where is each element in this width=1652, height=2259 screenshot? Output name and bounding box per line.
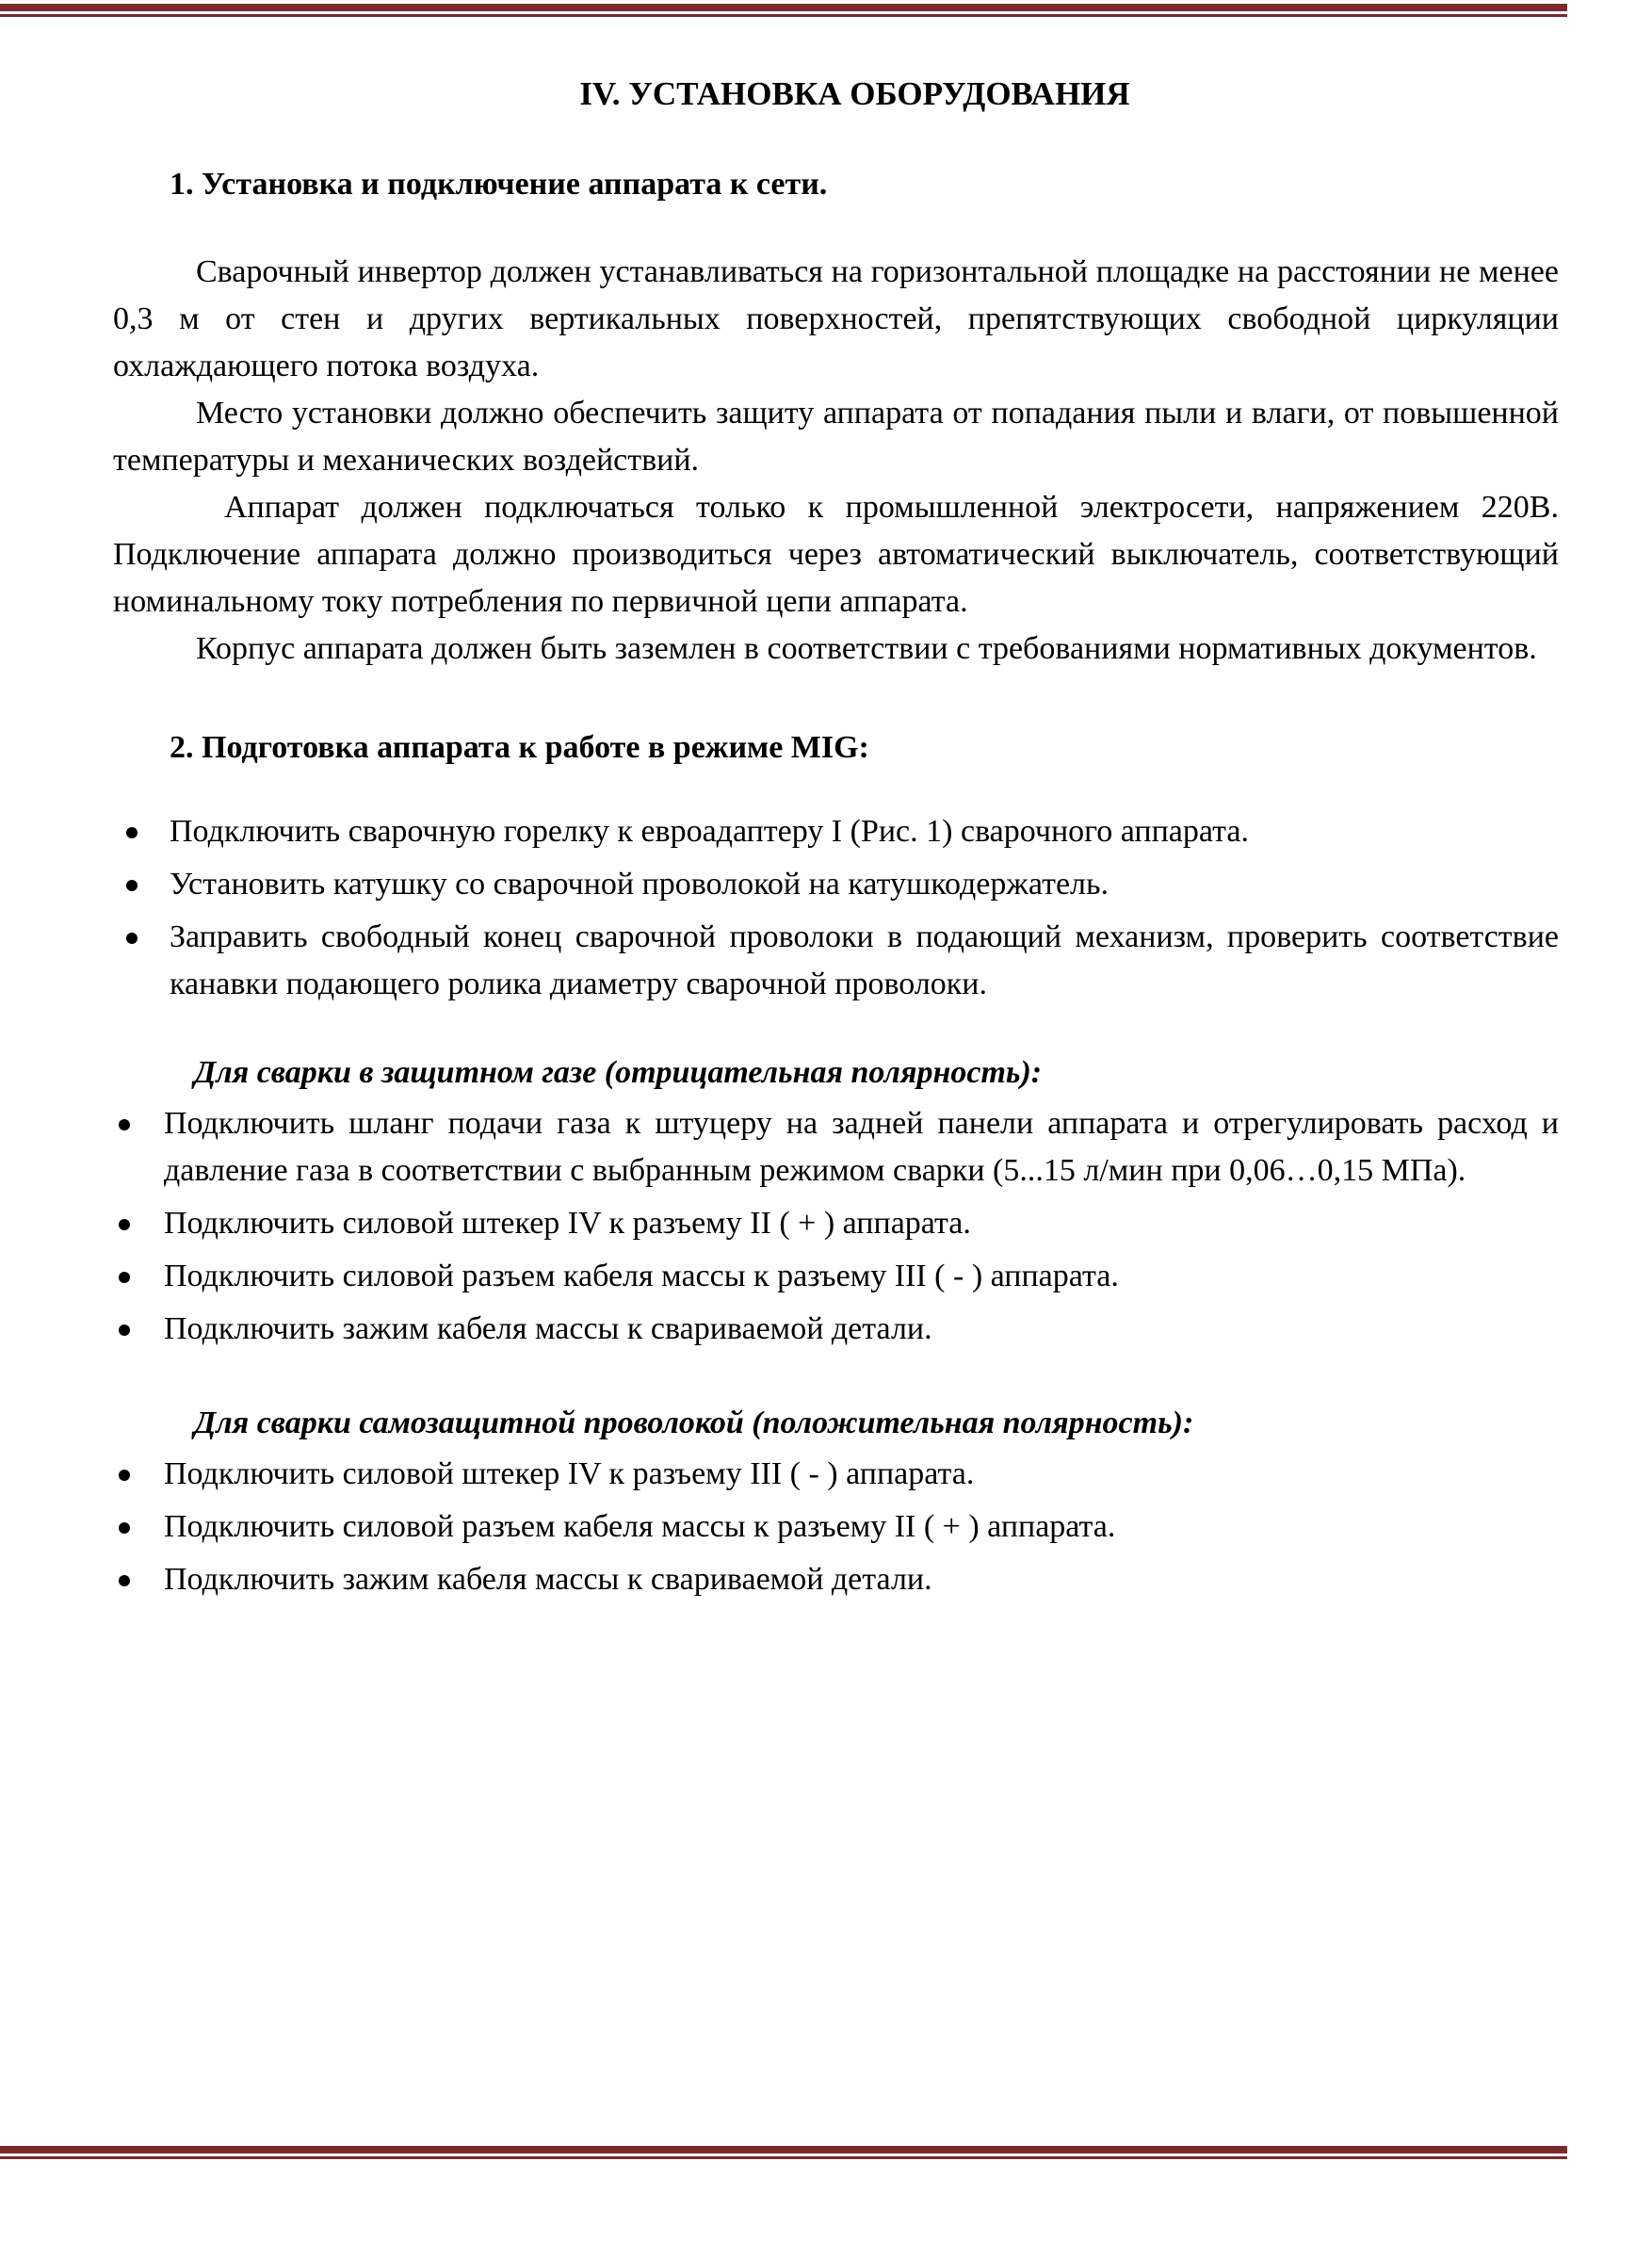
bullet-icon	[119, 1325, 130, 1336]
mig-preparation-list	[113, 808, 1559, 1008]
bullet-icon	[119, 1219, 130, 1230]
list-item: Подключить зажим кабеля массы к свариваемой детали.	[107, 1556, 1559, 1603]
bullet-icon	[119, 1575, 130, 1586]
list-item: Подключить сварочную горелку к евроадаптеру I (Рис. 1) сварочного аппарата.	[113, 808, 1559, 855]
list-item: Подключить зажим кабеля массы к свариваемой детали.	[107, 1306, 1559, 1353]
paragraph: Место установки должно обеспечить защиту аппарата от попадания пыли и влаги, от повышенной температуры и механических воздействий.	[113, 396, 1559, 478]
paragraph: Аппарат должен подключаться только к промышленной электросети, напряжением 220В. Подключение аппарата должно производиться через автоматический выключатель, соответствующий номинальному току потребления по первичной цепи аппарата.	[113, 490, 1559, 619]
bullet-icon	[119, 1272, 130, 1283]
page-content	[113, 68, 1559, 1609]
list-item: Заправить свободный конец сварочной проволоки в подающий механизм, проверить соответствие канавки подающего ролика диаметру сварочной проволоки.	[113, 914, 1559, 1008]
gas-welding-list	[107, 1100, 1559, 1353]
section-2-heading: 2. Подготовка аппарата к работе в режиме MIG:	[170, 730, 869, 765]
paragraph: Корпус аппарата должен быть заземлен в соответствии с требованиями нормативных документов.	[196, 631, 1537, 666]
list-item: Подключить шланг подачи газа к штуцеру на задней панели аппарата и отрегулировать расход и давление газа в соответствии с выбранным режимом сварки (5...15 л/мин при 0,06…0,15 МПа).	[107, 1100, 1559, 1195]
page-title: IV. УСТАНОВКА ОБОРУДОВАНИЯ	[579, 75, 1130, 112]
section-1-heading: 1. Установка и подключение аппарата к сети.	[170, 167, 828, 202]
bullet-icon	[126, 880, 138, 891]
list-item: Подключить силовой разъем кабеля массы к разъему III ( - ) аппарата.	[107, 1253, 1559, 1300]
top-border-rule	[0, 4, 1567, 17]
list-item: Установить катушку со сварочной проволокой на катушкодержатель.	[113, 861, 1559, 908]
self-shielded-heading: Для сварки самозащитной проволокой (положительная полярность):	[194, 1406, 1194, 1440]
list-item: Подключить силовой штекер IV к разъему II ( + ) аппарата.	[107, 1200, 1559, 1247]
list-item: Подключить силовой разъем кабеля массы к разъему II ( + ) аппарата.	[107, 1503, 1559, 1551]
bullet-icon	[119, 1470, 130, 1481]
bottom-border-rule	[0, 2146, 1567, 2159]
bullet-icon	[119, 1522, 130, 1534]
gas-welding-heading: Для сварки в защитном газе (отрицательная полярность):	[194, 1055, 1043, 1090]
bullet-icon	[119, 1119, 130, 1130]
self-shielded-list	[107, 1451, 1559, 1603]
list-item: Подключить силовой штекер IV к разъему III ( - ) аппарата.	[107, 1451, 1559, 1498]
bullet-icon	[126, 827, 138, 838]
bullet-icon	[126, 933, 138, 944]
paragraph: Сварочный инвертор должен устанавливаться на горизонтальной площадке на расстоянии не менее 0,3 м от стен и других вертикальных поверхностей, препятствующих свободной циркуляции охлаждающего потока воздуха.	[113, 254, 1559, 383]
